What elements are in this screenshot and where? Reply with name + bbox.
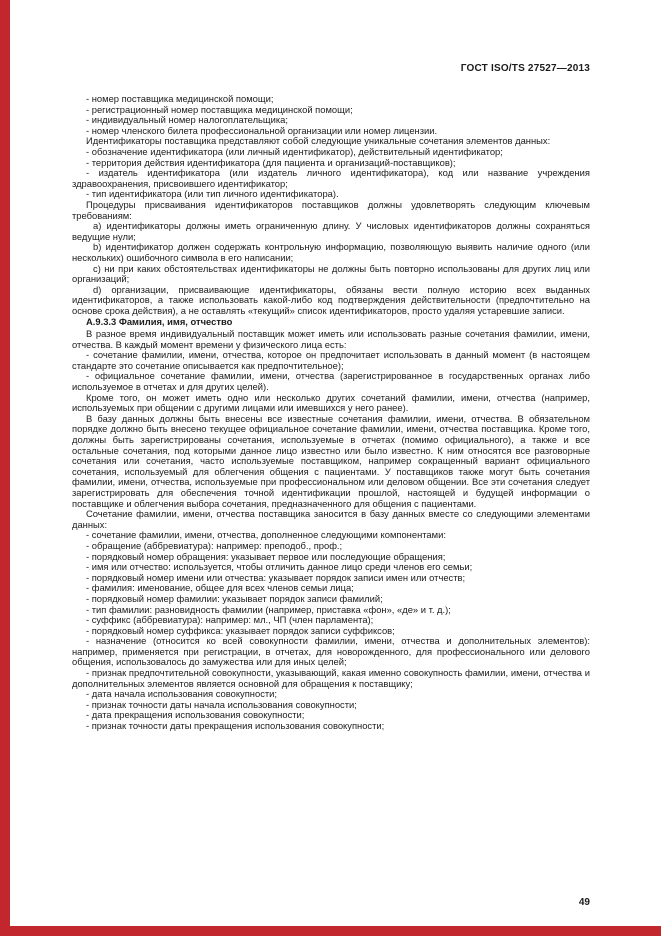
list-item: - назначение (относится ко всей совокупности фамилии, имени, отчества и дополнительных элементов): например, применяется при регистрации, в отчетах, для новорожденного, для профессионального или делового общения, использовалось до замужества или для иных целей; [72, 635, 590, 668]
paragraph: b) идентификатор должен содержать контрольную информацию, позволяющую выявить наличие одного (или нескольких) ошибочного символа в его написании; [72, 241, 590, 263]
list-item: - издатель идентификатора (или издатель личного идентификатора), код или название учреждения здравоохранения, присвоившего идентификатор; [72, 167, 590, 189]
page-footer [72, 897, 590, 908]
page-header [72, 63, 590, 74]
page-number: 49 [578, 897, 590, 908]
list-item: - территория действия идентификатора (для пациента и организаций-поставщиков); [86, 156, 456, 168]
list-item: - порядковый номер обращения: указывает первое или последующие обращения; [86, 550, 446, 562]
list-item: - номер членского билета профессиональной организации или номер лицензии. [86, 124, 438, 136]
list-item: - тип идентификатора (или тип личного идентификатора). [86, 188, 339, 200]
paragraph: Идентификаторы поставщика представляют собой следующие уникальные сочетания элементов данных: [86, 135, 551, 147]
bottom-border-bar [0, 926, 661, 936]
list-item: - признак точности даты прекращения использования совокупности; [86, 720, 385, 732]
list-item: - порядковый номер имени или отчества: указывает порядок записи имен или отчеств; [86, 571, 466, 583]
list-item: - номер поставщика медицинской помощи; [86, 93, 274, 104]
list-item: - тип фамилии: разновидность фамилии (например, приставка «фон», «де» и т. д.); [86, 603, 451, 615]
paragraph: Сочетание фамилии, имени, отчества поставщика заносится в базу данных вместе со следующими элементами данных: [72, 508, 590, 530]
list-item: - признак точности даты начала использования совокупности; [86, 698, 357, 710]
section-heading: А.9.3.3 Фамилия, имя, отчество [86, 316, 233, 328]
list-item: - фамилия: именование, общее для всех членов семьи лица; [86, 582, 354, 594]
list-item: - официальное сочетание фамилии, имени, отчества (зарегистрированное в государственных органах либо используемое в отчетах и для других целей). [72, 370, 590, 393]
paragraph: Процедуры присваивания идентификаторов поставщиков должны удовлетворять следующим ключевым требованиям: [72, 198, 590, 221]
list-item: - сочетание фамилии, имени, отчества, дополненное следующими компонентами: [86, 529, 446, 541]
paragraph: c) ни при каких обстоятельствах идентификаторы не должны быть повторно использованы для других лиц или организаций; [72, 262, 590, 285]
list-item: - признак предпочтительной совокупности, указывающий, какая именно совокупность фамилии, имени, отчества и дополнительных элементов является основной для обращения к поставщику; [72, 667, 590, 689]
list-item: - регистрационный номер поставщика медицинской помощи; [86, 103, 353, 115]
list-item: - сочетание фамилии, имени, отчества, которое он предпочитает использовать в данный момент (в настоящем стандарте это сочетание описывается как предпочтительное); [72, 349, 590, 371]
paragraph: В разное время индивидуальный поставщик может иметь или использовать разные сочетания фамилии, имени, отчества. В каждый момент времени у физического лица есть: [72, 328, 590, 350]
list-item: - суффикс (аббревиатура): например: мл., ЧП (член парламента); [86, 614, 374, 626]
list-item: - дата прекращения использования совокупности; [86, 709, 305, 721]
list-item: - имя или отчество: используется, чтобы отличить данное лицо среди членов его семьи; [86, 561, 473, 573]
list-item: - обозначение идентификатора (или личный идентификатор), действительный идентификатор; [86, 145, 503, 157]
list-item: - обращение (аббревиатура): например: преподоб., проф.; [86, 539, 343, 551]
paragraph: В базу данных должны быть внесены все известные сочетания фамилии, имени, отчества. В обязательном порядке должно быть внесено текущее официальное сочетание фамилии, имени, отчества поставщика. Кроме того, должны быть зарегистрированы сочетания, используемые в отчетах (помимо официального), а также и все остальные сочетания, под которыми данное лицо известно или было известно. К ним относятся все разговорные сочетания или сочетания, часто используемые поставщиком, например сокращенный вариант официального сочетания, используемый для облегчения общения с пациентами. У поставщиков также могут быть сочетания фамилии, имени, отчества, используемые при профессиональном или деловом общении. Все эти сочетания следует зарегистрировать для обеспечения точной идентификации прошлой, настоящей и будущей информации о поставщике и облегчения выбора сочетания, предназначенного для общения с пациентами. [72, 412, 590, 509]
list-item: - порядковый номер фамилии: указывает порядок записи фамилий; [86, 592, 383, 604]
list-item: - индивидуальный номер налогоплательщика; [86, 114, 288, 126]
paragraph: Кроме того, он может иметь одно или несколько других сочетаний фамилии, имени, отчества (например, используемых при общении с другими лицами или имевшихся у него ранее). [72, 391, 590, 414]
paragraph: d) организации, присваивающие идентификаторы, обязаны вести полную историю всех выданных идентификаторов, а также использовать какой-либо код подтверждения действительности (предпочтительно на основе срока действия), а не оставлять «текущий» список идентификаторов, просто удаляя устаревшие записи. [72, 283, 590, 316]
document-body [72, 94, 590, 732]
left-border-bar [0, 0, 10, 936]
list-item: - порядковый номер суффикса: указывает порядок записи суффиксов; [86, 624, 395, 636]
paragraph: a) идентификаторы должны иметь ограниченную длину. У числовых идентификаторов должны сохраняться ведущие нули; [72, 220, 590, 242]
list-item: - дата начала использования совокупности; [86, 688, 278, 700]
document-code: ГОСТ ISO/TS 27527—2013 [460, 63, 590, 74]
